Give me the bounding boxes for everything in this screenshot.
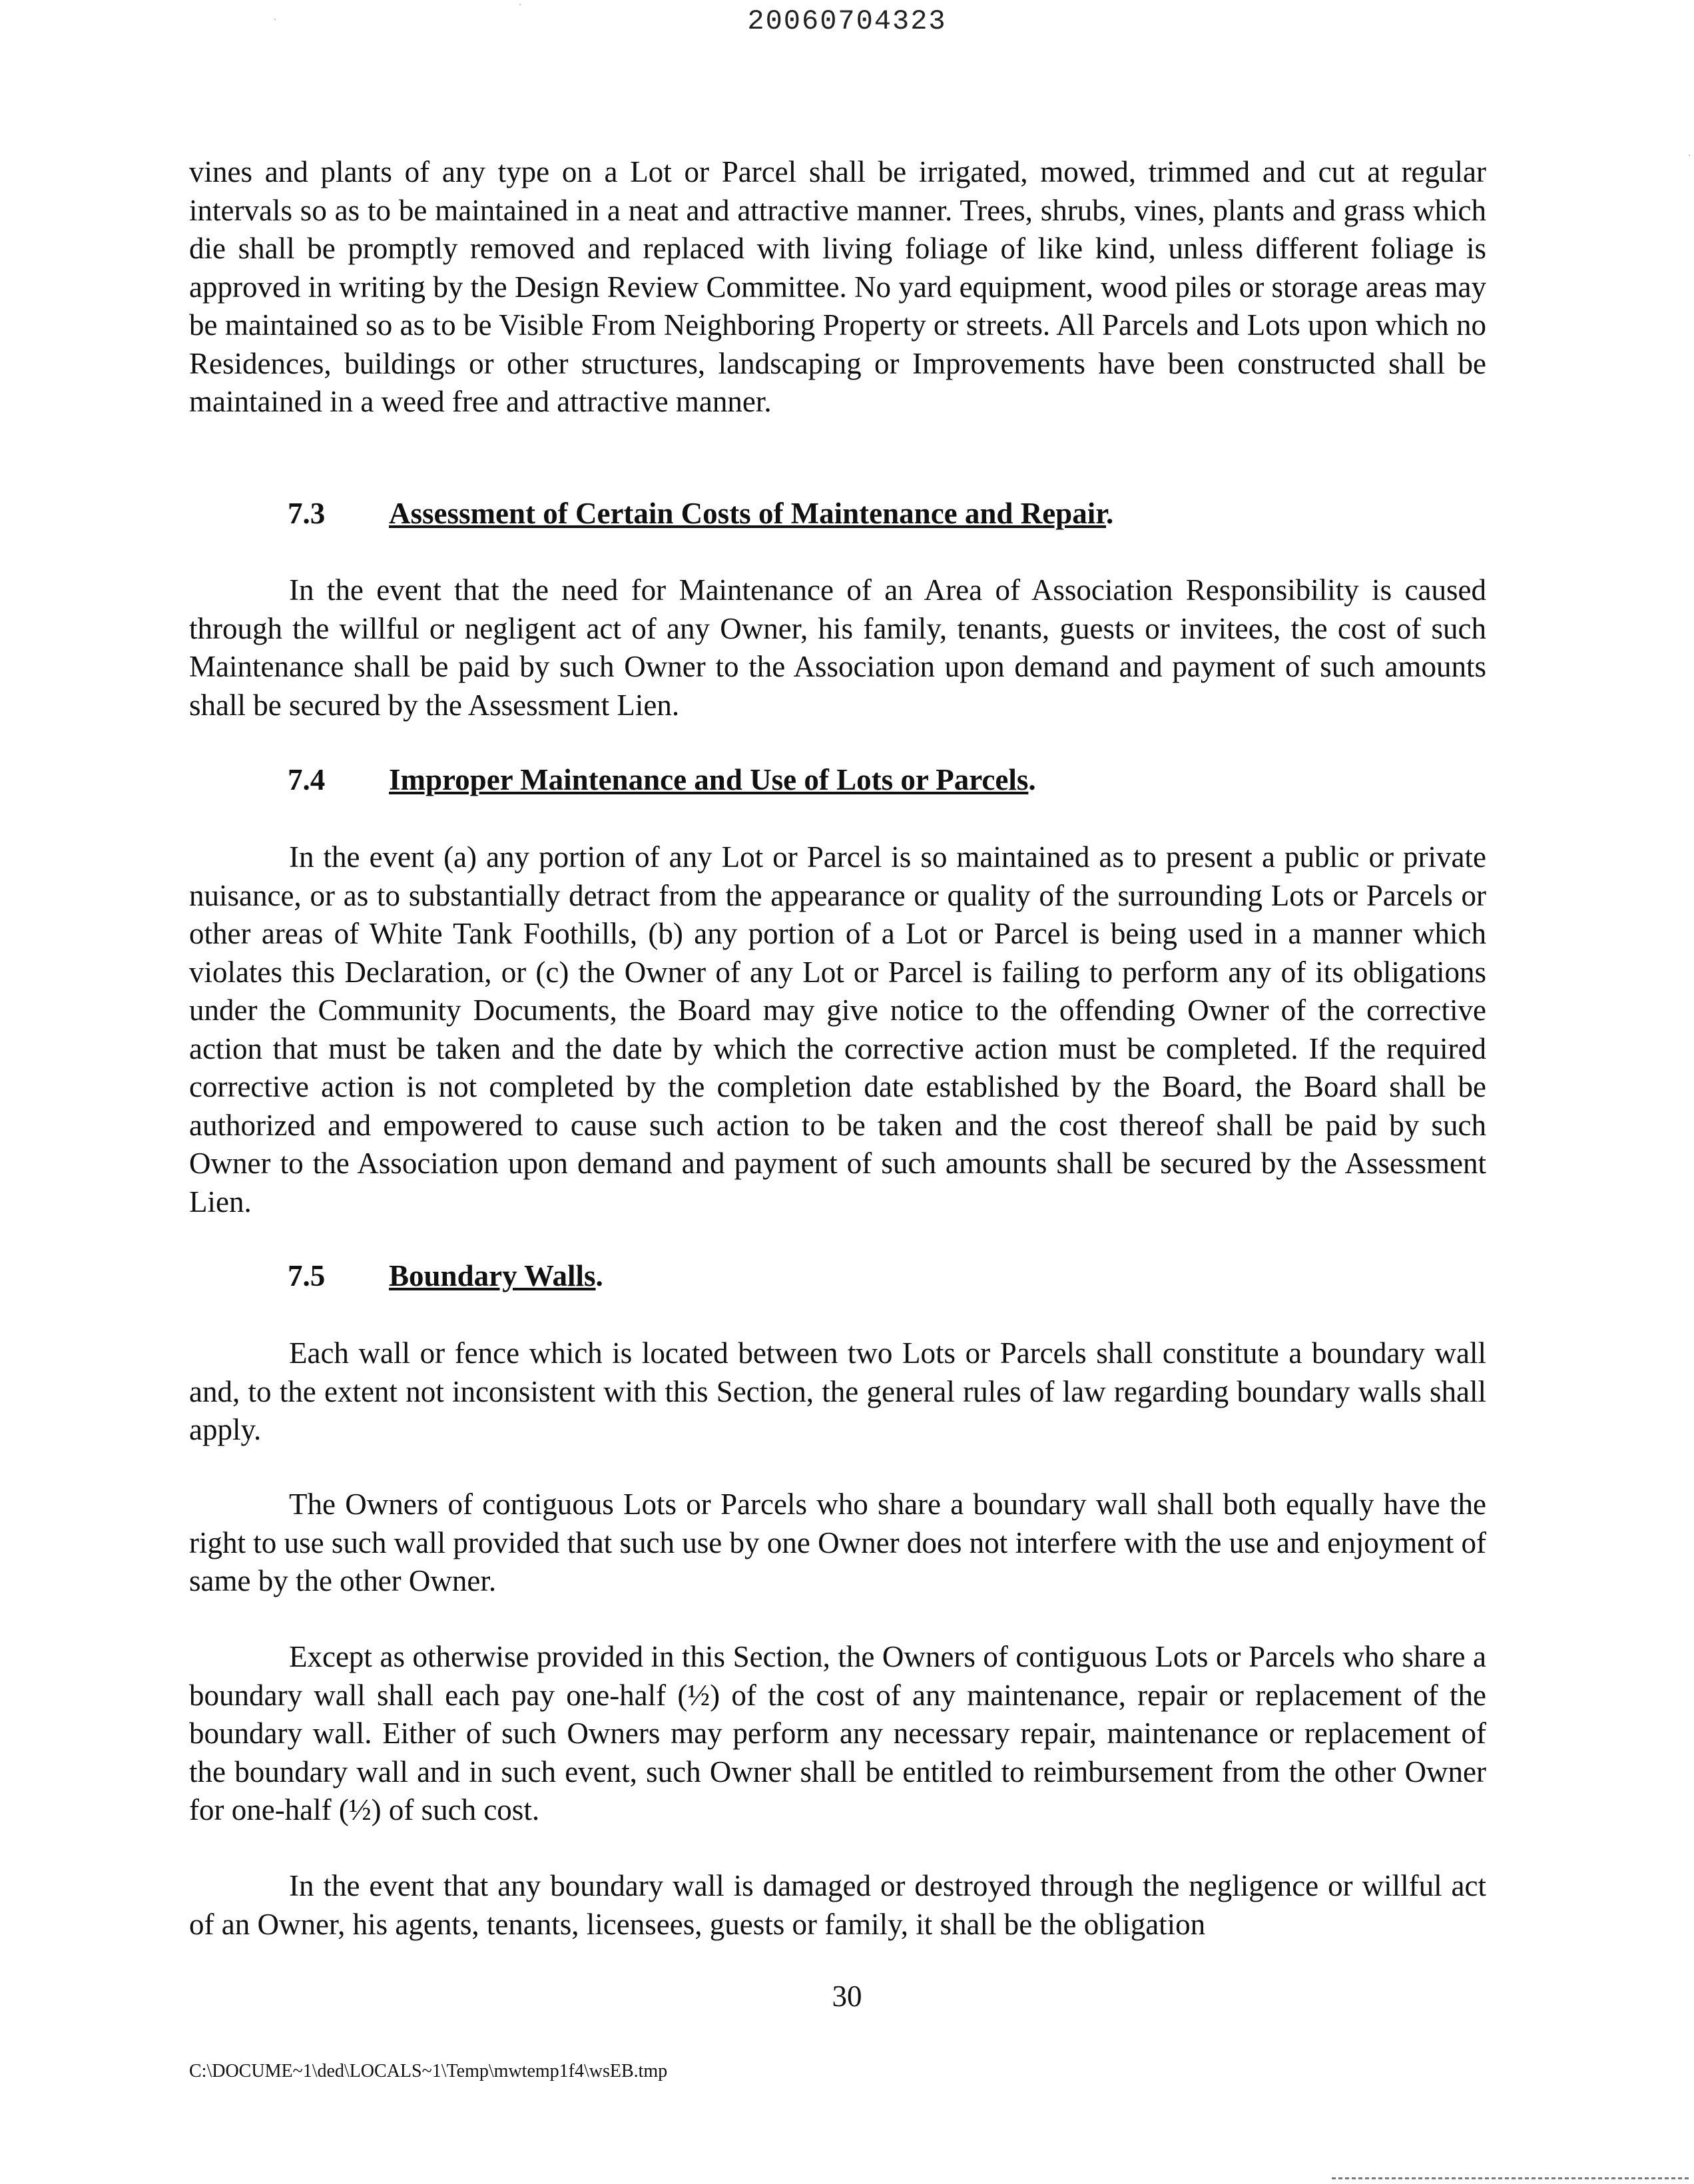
section-title: Improper Maintenance and Use of Lots or Parcels xyxy=(389,763,1029,796)
section-heading-7-3 xyxy=(288,496,1113,531)
paragraph-text: The Owners of contiguous Lots or Parcels who share a boundary wall shall both equally have the right to use such wall provided that such use by one Owner does not interfere with the use and enjoyment of same by the other Owner. xyxy=(189,1488,1486,1597)
section-title: Boundary Walls xyxy=(389,1259,596,1292)
paragraph-7-4 xyxy=(189,838,1486,1221)
paragraph-text: In the event that any boundary wall is damaged or destroyed through the negligence or willful act of an Owner, his agents, tenants, licensees, guests or family, it shall be the obligation xyxy=(189,1869,1486,1941)
paragraph-text: Each wall or fence which is located between two Lots or Parcels shall constitute a boundary wall and, to the extent not inconsistent with this Section, the general rules of law regarding boundary walls shall apply. xyxy=(189,1336,1486,1446)
paragraph-continuation xyxy=(189,153,1486,421)
paragraph-text: In the event that the need for Maintenance of an Area of Association Responsibility is caused through the willful or negligent act of any Owner, his family, tenants, guests or invitees, the cost of such Maintenance shall be paid by such Owner to the Association upon demand and payment of such amounts shall be secured by the Assessment Lien. xyxy=(189,573,1486,722)
file-path-footer: C:\DOCUME~1\ded\LOCALS~1\Temp\mwtemp1f4\wsEB.tmp xyxy=(189,2061,668,2081)
scan-speck xyxy=(1689,154,1690,156)
section-title: Assessment of Certain Costs of Maintenance and Repair xyxy=(389,497,1107,530)
section-number: 7.5 xyxy=(288,1259,326,1292)
paragraph-7-5-b xyxy=(189,1486,1486,1601)
section-number: 7.3 xyxy=(288,497,326,530)
section-title-punctuation: . xyxy=(1028,763,1036,796)
paragraph-text: In the event (a) any portion of any Lot or Parcel is so maintained as to present a public or private nuisance, or as to substantially detract from the appearance or quality of the surrounding Lots or Parcels or other areas of White Tank Foothills, (b) any portion of a Lot or Parcel is being used in a manner which violates this Declaration, or (c) the Owner of any Lot or Parcel is failing to perform any of its obligations under the Community Documents, the Board may give notice to the offending Owner of the corrective action that must be taken and the date by which the corrective action must be completed. If the required corrective action is not completed by the completion date established by the Board, the Board shall be authorized and empowered to cause such action to be taken and the cost thereof shall be paid by such Owner to the Association upon demand and payment of such amounts shall be secured by the Assessment Lien. xyxy=(189,840,1486,1219)
paragraph-7-5-c xyxy=(189,1638,1486,1830)
scan-edge-rule xyxy=(1332,2177,1691,2179)
paragraph-text: Except as otherwise provided in this Section, the Owners of contiguous Lots or Parcels who share a boundary wall shall each pay one-half (½) of the cost of any maintenance, repair or replacement of the boundary wall. Either of such Owners may perform any necessary repair, maintenance or replacement of the boundary wall and in such event, such Owner shall be entitled to reimbursement from the other Owner for one-half (½) of such cost. xyxy=(189,1640,1486,1826)
section-title-punctuation: . xyxy=(595,1259,603,1292)
scan-speck xyxy=(519,4,521,5)
paragraph-7-5-d xyxy=(189,1867,1486,1944)
paragraph-7-3 xyxy=(189,571,1486,724)
section-number: 7.4 xyxy=(288,763,326,796)
scan-speck xyxy=(274,19,276,20)
page-number: 30 xyxy=(832,1980,862,2013)
paragraph-text: vines and plants of any type on a Lot or Parcel shall be irrigated, mowed, trimmed and cut at regular intervals so as to be maintained in a neat and attractive manner. Trees, shrubs, vines, plants and grass which die shall be promptly removed and replaced with living foliage of like kind, unless different foliage is approved in writing by the Design Review Committee. No yard equipment, wood piles or storage areas may be maintained so as to be Visible From Neighboring Property or streets. All Parcels and Lots upon which no Residences, buildings or other structures, landscaping or Improvements have been constructed shall be maintained in a weed free and attractive manner. xyxy=(189,155,1486,418)
section-title-punctuation: . xyxy=(1106,497,1114,530)
document-number: 20060704323 xyxy=(747,5,947,37)
section-heading-7-4 xyxy=(288,762,1036,797)
section-heading-7-5 xyxy=(288,1258,603,1293)
paragraph-7-5-a xyxy=(189,1334,1486,1450)
